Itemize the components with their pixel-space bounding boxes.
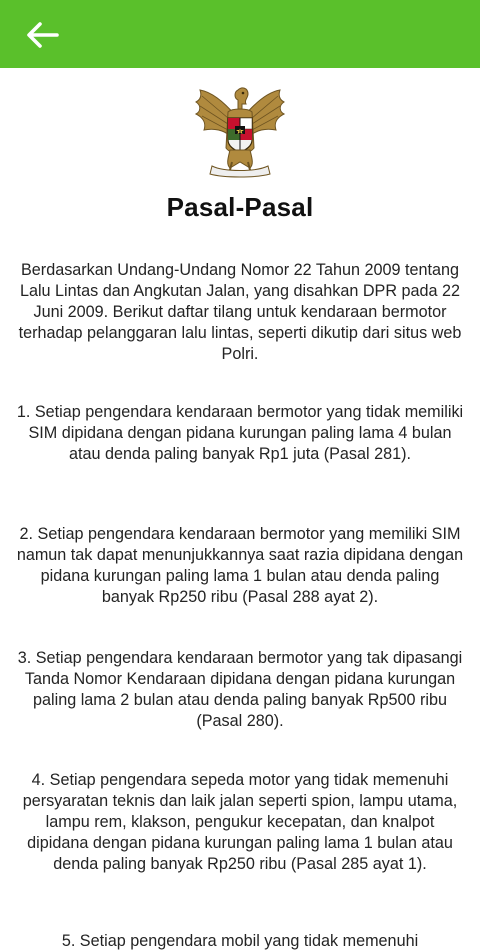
page-title: Pasal-Pasal	[166, 192, 314, 222]
garuda-pancasila-emblem	[188, 82, 292, 178]
article-item: 5. Setiap pengendara mobil yang tidak memenuhi	[61, 932, 419, 950]
app-bar	[0, 0, 480, 68]
back-button[interactable]	[18, 12, 70, 56]
garuda-emblem	[188, 82, 292, 178]
arrow-left-icon	[26, 22, 60, 48]
article-item: 2. Setiap pengendara kendaraan bermotor yang memiliki SIM namun tak dapat menunjukkannya saat razia dipidana dengan pidana kurungan paling lama 1 bulan atau denda paling banyak Rp250 ribu (Pasal 288 ayat 2).	[16, 525, 464, 606]
article-item: 1. Setiap pengendara kendaraan bermotor yang tidak memiliki SIM dipidana dengan pidana kurungan paling lama 4 bulan atau denda paling banyak Rp1 juta (Pasal 281).	[16, 403, 464, 463]
intro-paragraph: Berdasarkan Undang-Undang Nomor 22 Tahun 2009 tentang Lalu Lintas dan Angkutan Jalan, yang disahkan DPR pada 22 Juni 2009. Berikut daftar tilang untuk kendaraan bermotor terhadap pelanggaran lalu lintas, seperti dikutip dari situs web Polri.	[18, 261, 462, 363]
article-item: 3. Setiap pengendara kendaraan bermotor yang tak dipasangi Tanda Nomor Kendaraan dipidana dengan pidana kurungan paling lama 2 bulan atau denda paling banyak Rp500 ribu (Pasal 280).	[17, 649, 463, 730]
article-item: 4. Setiap pengendara sepeda motor yang tidak memenuhi persyaratan teknis dan laik jalan seperti spion, lampu utama, lampu rem, klakson, pengukur kecepatan, dan knalpot dipidana dengan pidana kurungan paling lama 1 bulan atau denda paling banyak Rp250 ribu (Pasal 285 ayat 1).	[22, 771, 458, 873]
